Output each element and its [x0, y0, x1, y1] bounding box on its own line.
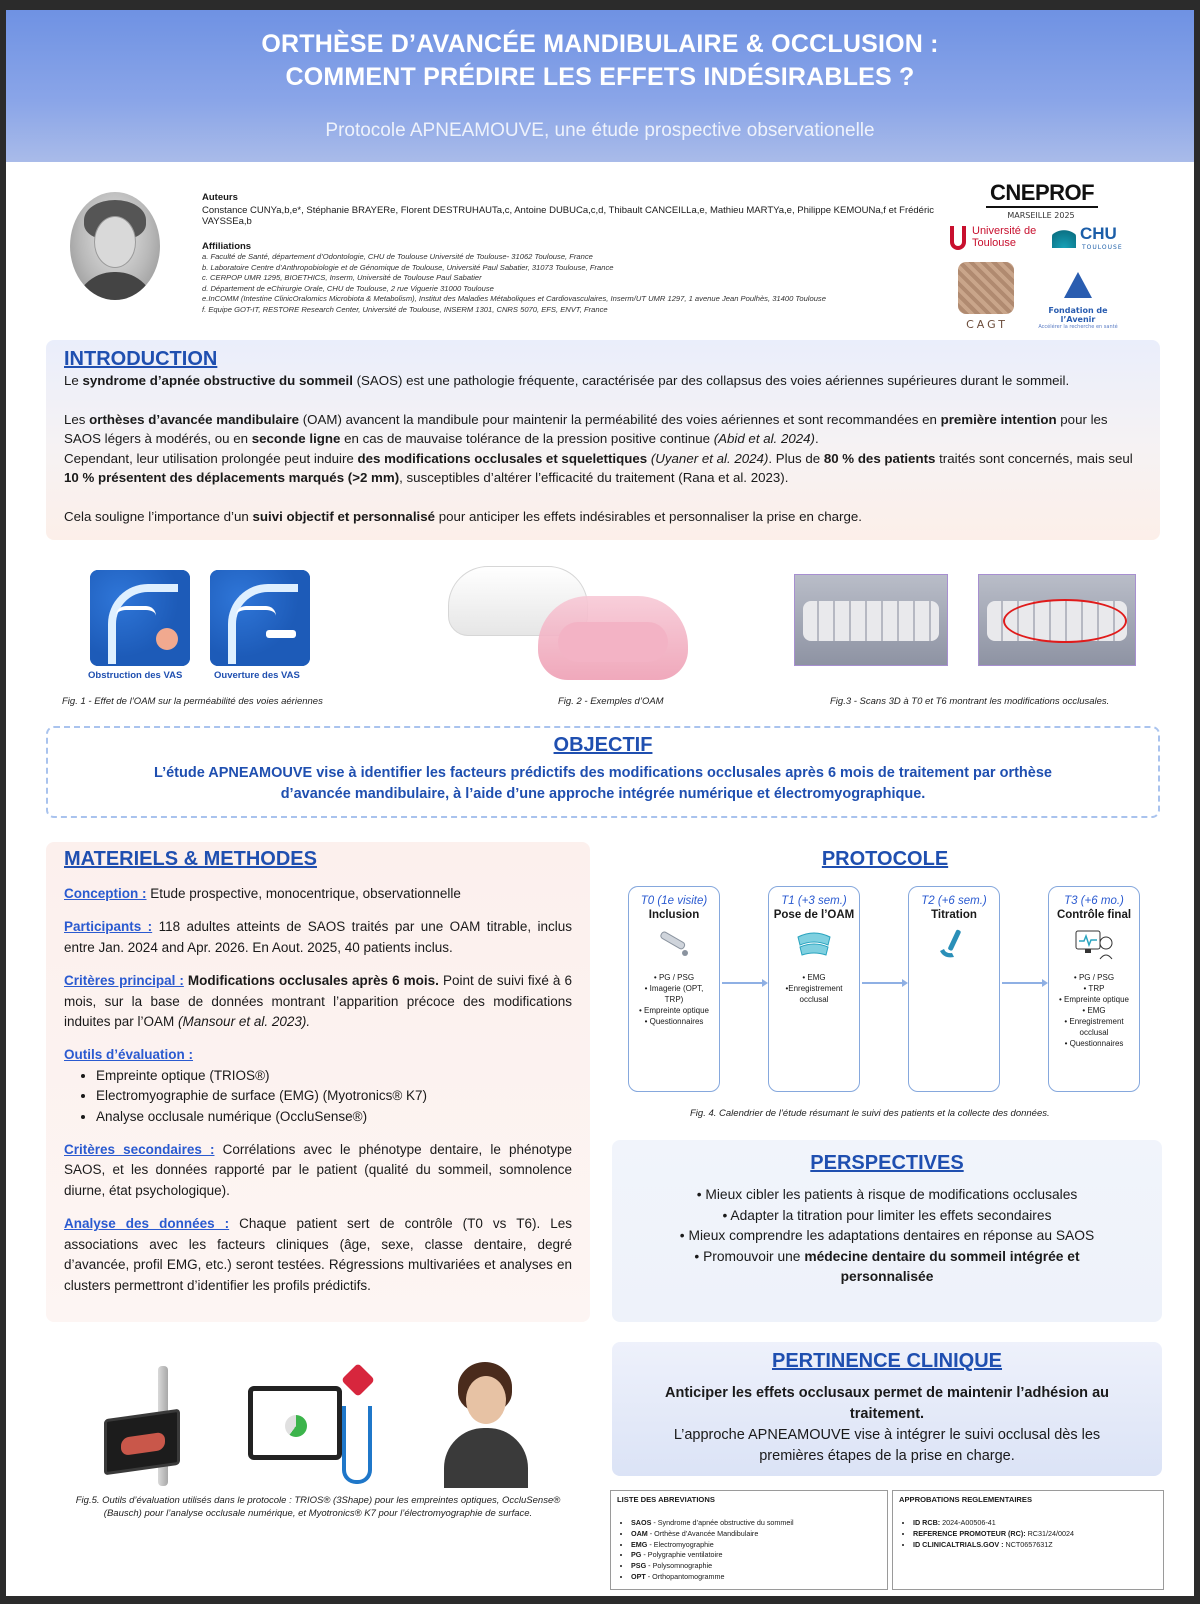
abreviations-list	[631, 1518, 881, 1583]
author-photo	[70, 192, 160, 300]
cneprof-logo: CNEPROF MARSEILLE 2025	[986, 180, 1096, 220]
intro-paragraph-2: Les orthèses d’avancée mandibulaire (OAM) avancent la mandibule pour maintenir la perméabilité des voies aériennes et sont recommandées en première intention pour les SAOS légers à modérés, ou en seconde ligne en cas de mauvaise tolérance de la pression positive continue (Abid et al. 2024).	[64, 411, 1108, 447]
intro-paragraph-1: Le syndrome d’apnée obstructive du sommeil (SAOS) est une pathologie fréquente, caractérisée par des collapsus des voies aériennes supérieures durant le sommeil.	[64, 373, 1070, 388]
protocole-timeline	[628, 886, 1148, 1102]
perspectives-list	[612, 1185, 1162, 1288]
scan-t6-image	[978, 574, 1136, 666]
occlusense-image	[248, 1366, 378, 1486]
affiliation-item: c. CERPOP UMR 1295, BIOETHICS, Inserm, Université de Toulouse Paul Sabatier	[202, 273, 482, 283]
approbations-box	[892, 1490, 1164, 1590]
objectif-section	[46, 726, 1160, 818]
poster	[6, 10, 1194, 1596]
step-t1: T1 (+3 sem.) Pose de l’OAM • EMG •Enregistrement occlusal	[768, 886, 860, 1092]
affiliation-item: d. Département de eChirurgie Orale, CHU de Toulouse, 2 rue Viguerie 31000 Toulouse	[202, 283, 494, 293]
fig3-caption: Fig.3 - Scans 3D à T0 et T6 montrant les modifications occlusales.	[830, 696, 1110, 707]
critere-principal-item: Critères principal : Modifications occlusales après 6 mois. Point de suivi fixé à 6 mois, sur la base de données montrant l’apparition précoce des modifications induites par l’OAM (Mansour et al. 2023).	[64, 973, 572, 1030]
perspectives-title: PERSPECTIVES	[810, 1152, 964, 1174]
cagt-logo: CAGT	[958, 262, 1016, 332]
intro-paragraph-3: Cependant, leur utilisation prolongée peut induire des modifications occlusales et squelettiques (Uyaner et al. 2024). Plus de 80 % des patients traités sont concernés, mais seul 10 % présentent des déplacements marqués (>2 mm), susceptibles d’altérer l’efficacité du traitement (Rana et al. 2023).	[64, 450, 1133, 486]
fig2-caption: Fig. 2 - Exemples d’OAM	[558, 696, 664, 707]
pertinence-title: PERTINENCE CLINIQUE	[771, 1350, 1003, 1372]
protocole-title: PROTOCOLE	[821, 848, 949, 870]
universite-toulouse-logo: Université de Toulouse	[950, 224, 1050, 254]
abreviation-item: • OPT - Orthopantomogramme	[631, 1572, 881, 1583]
airway-obstruction-illustration	[90, 570, 190, 666]
poster-subtitle: Protocole APNEAMOUVE, une étude prospective observationelle	[325, 120, 875, 141]
airway-obstruction-label: Obstruction des VAS	[88, 670, 183, 681]
fig5-caption: Fig.5. Outils d’évaluation utilisés dans le protocole : TRIOS® (3Shape) pour les empreintes optiques, OccluSense® (Bausch) pour l’analyse occlusale numérique, et Myotronics® K7 pour l’électromyographie de surface.	[75, 1495, 561, 1519]
oam-examples-image	[448, 566, 688, 684]
approbations-list	[913, 1518, 1157, 1550]
objectif-title: OBJECTIF	[553, 734, 653, 756]
scan-t0-image	[794, 574, 948, 666]
abreviations-box	[610, 1490, 888, 1590]
step-t3: T3 (+6 mo.) Contrôle final • PG / PSG • TRP • Empreinte optique • EMG • Enregistrement occlusal • Questionnaires	[1048, 886, 1140, 1092]
criteres-secondaires-item: Critères secondaires : Corrélations avec le phénotype dentaire, le phénotype SAOS, et les données rapporté par le patient (qualité du sommeil, somnolence diurne, état psychologique).	[64, 1142, 572, 1198]
timeline-arrow	[862, 982, 906, 984]
outil-item: • Electromyographie de surface (EMG) (Myotronics® K7)	[96, 1086, 572, 1106]
step-t2: T2 (+6 sem.) Titration	[908, 886, 1000, 1092]
abreviation-item: • OAM - Orthèse d’Avancée Mandibulaire	[631, 1529, 881, 1540]
materiels-title: MATERIELS & METHODES	[64, 848, 317, 870]
abreviations-title: LISTE DES ABREVIATIONS	[617, 1495, 715, 1504]
affiliations-label: Affiliations	[202, 241, 252, 252]
introduction-section	[46, 340, 1160, 540]
fondation-avenir-logo: Fondation de l’Avenir Accélérer la recherche en santé	[1030, 272, 1126, 332]
timeline-arrow	[722, 982, 766, 984]
step-t0: T0 (1e visite) Inclusion • PG / PSG • Imagerie (OPT, TRP) • Empreinte optique • Questionnaires	[628, 886, 720, 1092]
trios-scanner-image	[104, 1366, 200, 1486]
abreviation-item: • PG - Polygraphie ventilatoire	[631, 1550, 881, 1561]
perspective-item: • Mieux cibler les patients à risque de modifications occlusales	[696, 1187, 1078, 1202]
fig1-caption: Fig. 1 - Effet de l’OAM sur la perméabilité des voies aériennes	[62, 696, 323, 707]
pertinence-bold-text: Anticiper les effets occlusaux permet de maintenir l’adhésion au traitement.	[665, 1385, 1109, 1422]
emg-patient-image	[438, 1362, 534, 1488]
intro-paragraph-4: Cela souligne l’importance d’un suivi objectif et personnalisé pour anticiper les effets indésirables et personnaliser la prise en charge.	[64, 508, 862, 524]
chu-toulouse-logo: CHU TOULOUSE	[1052, 224, 1132, 254]
authors-label: Auteurs	[202, 192, 238, 203]
oam-icon	[794, 927, 834, 961]
authors-names: Constance CUNYa,b,e*, Stéphanie BRAYERe, Florent DESTRUHAUTa,c, Antoine DUBUCa,c,d, Thibault CANCEILLa,e, Mathieu MARTYa,e, Philippe KEMOUNa,f et Frédéric VAYSSEa,b	[202, 205, 934, 227]
airway-opening-illustration	[210, 570, 310, 666]
pertinence-text: L’approche APNEAMOUVE vise à intégrer le suivi occlusal dès les premières étapes de la prise en charge.	[673, 1427, 1101, 1464]
fig4-caption: Fig. 4. Calendrier de l’étude résumant le suivi des patients et la collecte des données.	[690, 1108, 1050, 1119]
participants-item: Participants : 118 adultes atteints de SAOS traités par une OAM titrable, inclus entre Jan. 2024 and Apr. 2026. En Aout. 2025, 40 patients inclus.	[64, 919, 572, 955]
protocole-heading	[612, 848, 1158, 871]
scanner-icon	[654, 927, 694, 961]
perspective-item: personnalisée	[840, 1269, 934, 1284]
perspective-item: • Mieux comprendre les adaptations dentaires en réponse au SAOS	[679, 1228, 1095, 1243]
affiliation-item: e.InCOMM (Intestine ClinicOralomics Microbiota & Metabolism), Institut des Maladies Métaboliques et Cardiovasculaires, Inserm/UT UMR 1297, 1 avenue Jean Poulhès, 31400 Toulouse	[202, 294, 826, 304]
poster-header	[6, 10, 1194, 162]
objectif-text: L’étude APNEAMOUVE vise à identifier les facteurs prédictifs des modifications occlusales après 6 mois de traitement par orthèse d’avancée mandibulaire, à l’aide d’une approche intégrée numérique et électromyographique.	[154, 765, 1052, 802]
abreviation-item: • SAOS - Syndrome d’apnée obstructive du sommeil	[631, 1518, 881, 1529]
affiliation-item: f. Equipe GOT-IT, RESTORE Research Center, Université de Toulouse, INSERM 1301, CNRS 5070, EFS, ENVT, France	[202, 304, 608, 314]
outils-label: Outils d’évaluation :	[64, 1047, 194, 1063]
airway-opening-label: Ouverture des VAS	[214, 670, 300, 681]
affiliation-item: b. Laboratoire Centre d’Anthropobiologie et de Génomique de Toulouse, Université Paul Sabatier, 31073 Toulouse, France	[202, 262, 614, 272]
outil-item: • Analyse occlusale numérique (OccluSense®)	[96, 1107, 572, 1127]
key-icon	[934, 927, 974, 961]
approbations-title: APPROBATIONS REGLEMENTAIRES	[899, 1495, 1033, 1504]
materiels-methodes-section	[46, 842, 590, 1322]
approbation-item: • ID CLINICALTRIALS.GOV : NCT0657631Z	[913, 1540, 1157, 1551]
outils-list	[96, 1066, 572, 1127]
approbation-item: • ID RCB: 2024-A00506-41	[913, 1518, 1157, 1529]
abreviation-item: • EMG - Electromyographie	[631, 1540, 881, 1551]
outil-item: • Empreinte optique (TRIOS®)	[96, 1066, 572, 1086]
conception-item: Conception : Etude prospective, monocentrique, observationnelle	[64, 886, 461, 901]
timeline-arrow	[1002, 982, 1046, 984]
perspectives-section	[612, 1140, 1162, 1322]
authors-block	[202, 192, 962, 316]
perspective-item: • Adapter la titration pour limiter les effets secondaires	[722, 1207, 1052, 1223]
pertinence-section	[612, 1342, 1162, 1476]
monitor-icon	[1074, 927, 1114, 961]
affiliation-item: a. Faculté de Santé, département d’Odontologie, CHU de Toulouse Université de Toulouse- 31062 Toulouse, France	[202, 252, 593, 261]
approbation-item: • REFERENCE PROMOTEUR (RC): RC31/24/0024	[913, 1529, 1157, 1540]
perspective-item: • Promouvoir une médecine dentaire du sommeil intégrée et	[694, 1248, 1080, 1264]
abreviation-item: • PSG - Polysomnographie	[631, 1561, 881, 1572]
poster-title: ORTHÈSE D’AVANCÉE MANDIBULAIRE & OCCLUSION : COMMENT PRÉDIRE LES EFFETS INDÉSIRABLES ?	[261, 30, 939, 91]
analyse-donnees-item: Analyse des données : Chaque patient sert de contrôle (T0 vs T6). Les associations avec les facteurs cliniques (âge, sexe, classe dentaire, degré d’avancée, profil EMG, etc.) seront testées. Régressions multivariées et analyses en clusters permettront d’identifier les profils prédictifs.	[64, 1216, 572, 1293]
introduction-title: INTRODUCTION	[64, 348, 218, 370]
